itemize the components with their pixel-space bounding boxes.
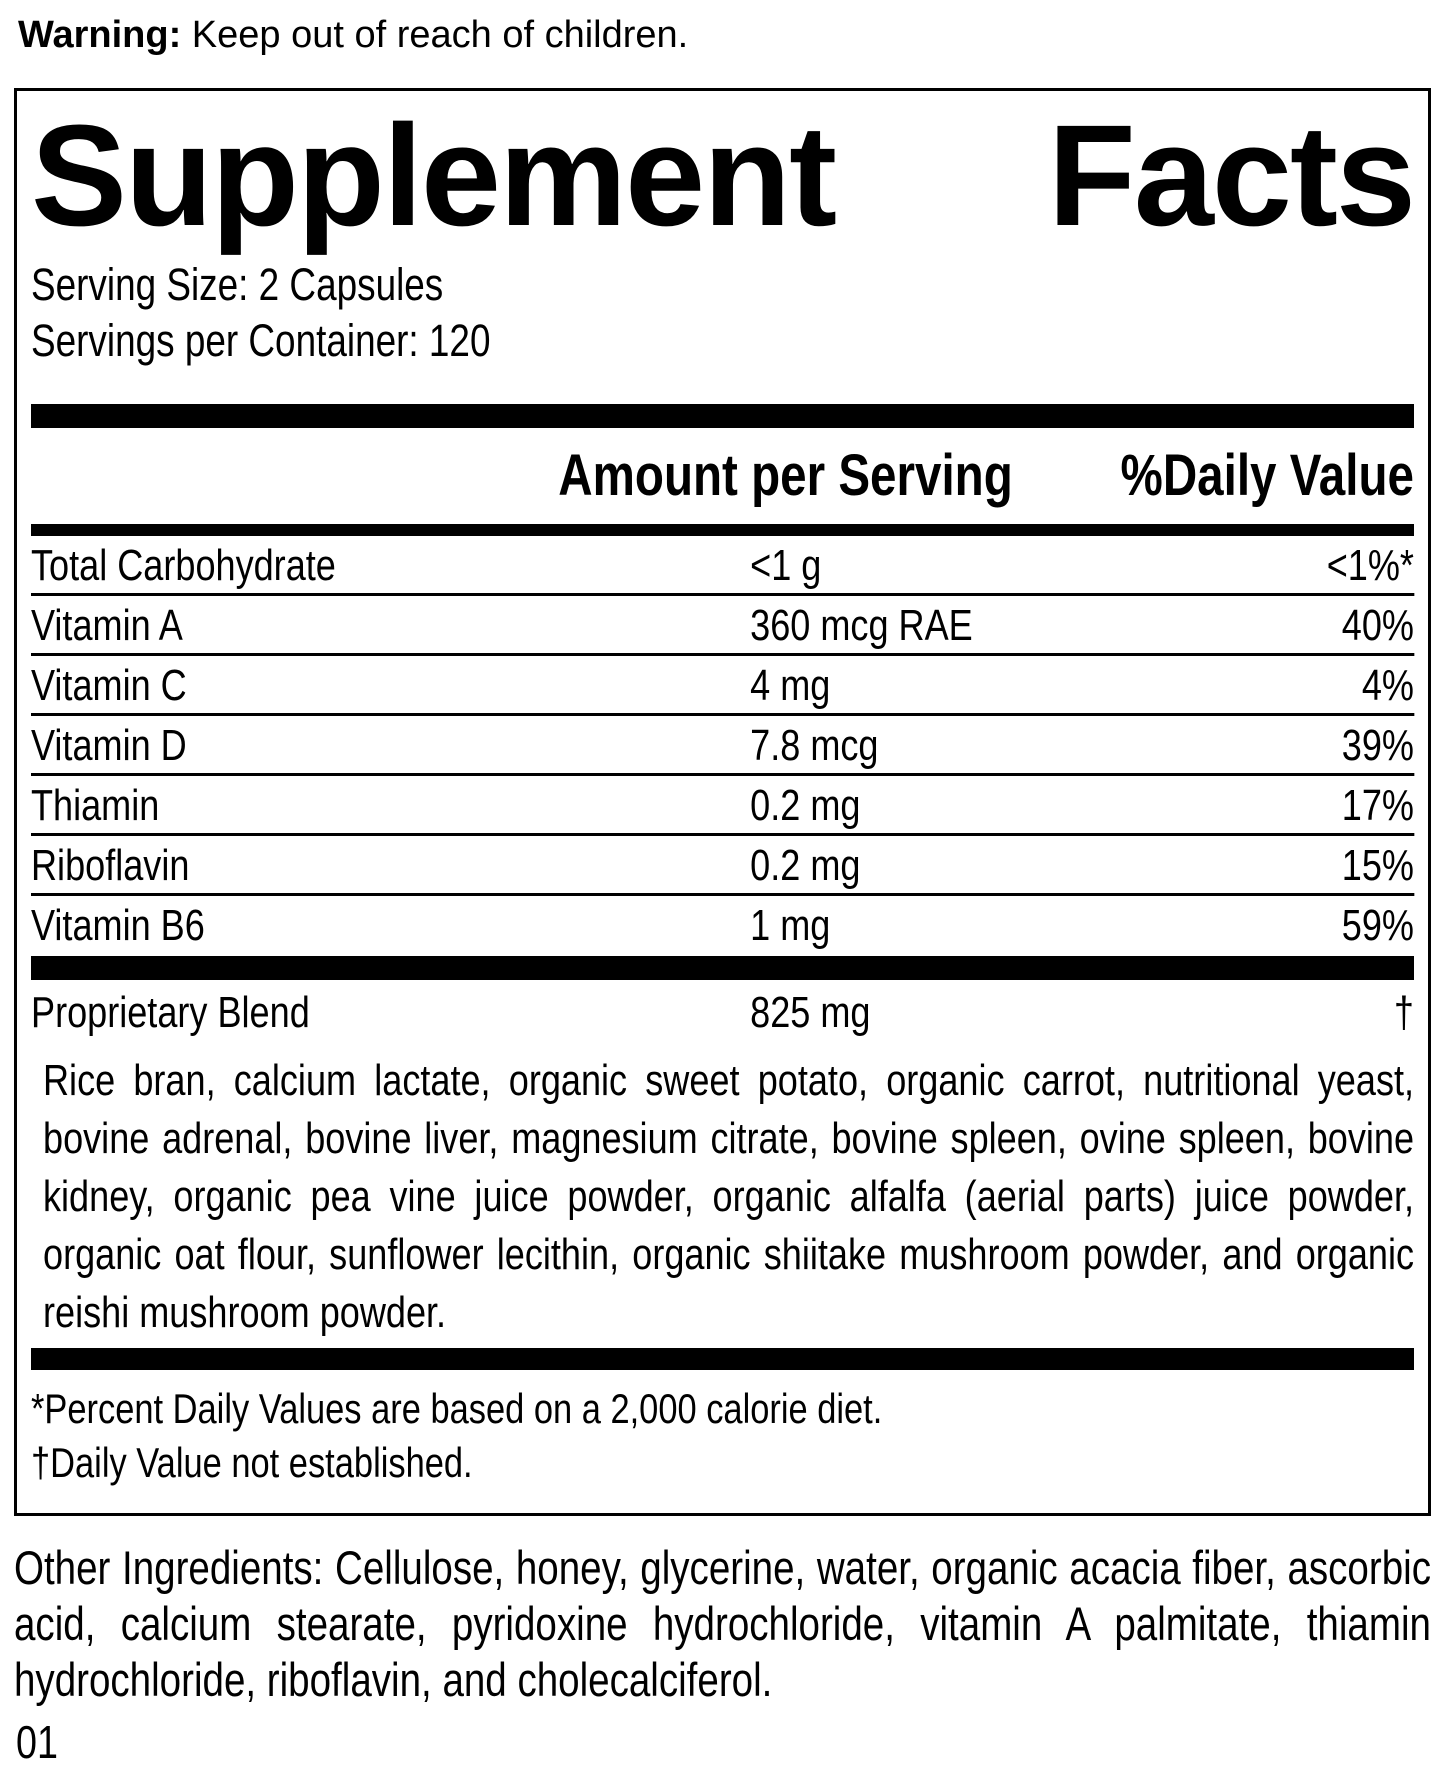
nutrient-daily-value: 39% <box>1341 721 1414 770</box>
footnotes <box>31 1382 1414 1490</box>
warning-text: Keep out of reach of children. <box>181 14 689 56</box>
nutrient-amount: 1 mg <box>750 901 831 950</box>
other-ingredients: Other Ingredients: Cellulose, honey, glycerine, water, organic acacia fiber, ascorbic acid, calcium stearate, pyridoxine hydrochloride, vitamin A palmitate, thiamin hydrochloride, riboflavin, and cholecalciferol. <box>14 1541 1431 1706</box>
separator-bar-top <box>31 404 1414 428</box>
column-header-row <box>31 428 1414 524</box>
supplement-facts-panel <box>14 88 1431 1516</box>
nutrient-name: Vitamin C <box>31 661 187 710</box>
serving-info <box>31 257 1414 369</box>
warning-line <box>18 12 688 58</box>
nutrient-amount: 825 mg <box>750 988 871 1037</box>
warning-label: Warning: <box>18 14 182 56</box>
nutrient-daily-value: 4% <box>1361 661 1414 710</box>
table-row <box>31 776 1414 836</box>
page-number: 01 <box>16 1716 58 1768</box>
nutrient-amount: 0.2 mg <box>750 841 861 890</box>
nutrient-name: Thiamin <box>31 781 160 830</box>
panel-title-word-supplement: Supplement <box>31 95 836 256</box>
nutrient-name: Vitamin D <box>31 721 187 770</box>
nutrient-daily-value: 59% <box>1341 901 1414 950</box>
panel-title-word-facts: Facts <box>1047 95 1414 256</box>
separator-bar-under-header <box>31 524 1414 536</box>
serving-size: Serving Size: 2 Capsules <box>31 259 444 310</box>
table-row <box>31 896 1414 956</box>
footnote-daily-value-not-established: †Daily Value not established. <box>31 1439 473 1486</box>
amount-per-serving-header: Amount per Serving <box>558 443 1013 508</box>
table-row <box>31 536 1414 596</box>
nutrient-amount: 0.2 mg <box>750 781 861 830</box>
table-row <box>31 656 1414 716</box>
nutrient-amount: 360 mcg RAE <box>750 601 973 650</box>
nutrient-name: Total Carbohydrate <box>31 541 336 590</box>
nutrient-daily-value: 40% <box>1341 601 1414 650</box>
nutrient-amount: 4 mg <box>750 661 831 710</box>
nutrient-name: Riboflavin <box>31 841 190 890</box>
nutrient-rows <box>31 536 1414 956</box>
daily-value-header: %Daily Value <box>1120 443 1414 508</box>
nutrient-name: Proprietary Blend <box>31 988 310 1037</box>
nutrient-daily-value: <1%* <box>1326 541 1414 590</box>
table-row <box>31 836 1414 896</box>
blend-description: Rice bran, calcium lactate, organic sweet potato, organic carrot, nutritional yeast, bovine adrenal, bovine liver, magnesium citrate, bovine spleen, ovine spleen, bovine kidney, organic pea vine juice powder, organic alfalfa (aerial parts) juice powder, organic oat flour, sunflower lecithin, organic shiitake mushroom powder, and organic reishi mushroom powder. <box>43 1056 1415 1337</box>
servings-per-container: Servings per Container: 120 <box>31 315 491 366</box>
nutrient-daily-value: 15% <box>1341 841 1414 890</box>
proprietary-blend-row <box>31 980 1414 1046</box>
nutrient-daily-value: 17% <box>1341 781 1414 830</box>
separator-bar-above-blend <box>31 956 1414 980</box>
nutrient-amount: <1 g <box>750 541 822 590</box>
separator-bar-above-footnotes <box>31 1348 1414 1370</box>
table-row <box>31 596 1414 656</box>
nutrient-amount: 7.8 mcg <box>750 721 879 770</box>
nutrient-daily-value: † <box>1393 988 1414 1037</box>
footnote-percent-daily-values: *Percent Daily Values are based on a 2,000 calorie diet. <box>31 1385 883 1432</box>
nutrient-name: Vitamin A <box>31 601 183 650</box>
panel-title <box>31 95 1414 256</box>
nutrient-name: Vitamin B6 <box>31 901 205 950</box>
table-row <box>31 716 1414 776</box>
